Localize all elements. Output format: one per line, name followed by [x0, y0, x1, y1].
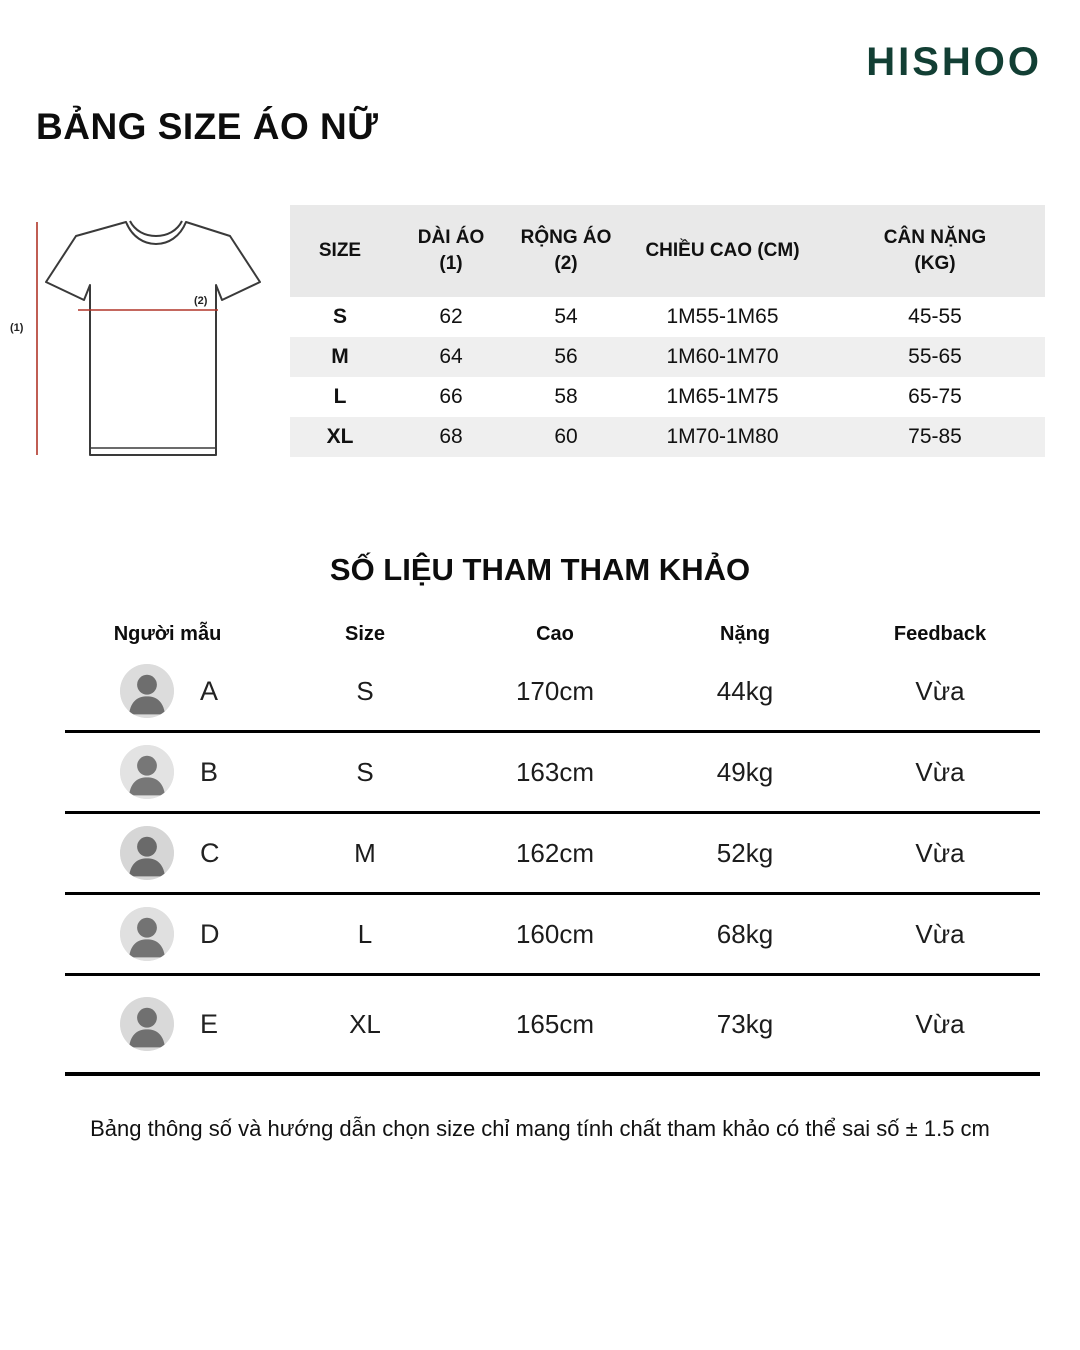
length-measure-label: (1) [10, 322, 24, 334]
header-can-nang [825, 225, 1045, 276]
model-letter: B [200, 756, 219, 787]
model-height: 160cm [515, 918, 595, 949]
model-avatar [120, 745, 174, 799]
size-value: L [333, 385, 347, 408]
tshirt-diagram [8, 212, 264, 464]
header-can-nang-line1: CÂN NẶNG [883, 227, 987, 249]
model-size: XL [349, 1008, 381, 1039]
model-letter: D [200, 918, 220, 949]
model-weight: 52kg [716, 837, 774, 868]
width-value: 54 [554, 305, 578, 328]
weight-range: 45-55 [908, 305, 962, 328]
header-feedback: Feedback [893, 622, 987, 645]
height-range: 1M65-1M75 [666, 385, 779, 408]
tshirt-illustration [8, 212, 264, 464]
footer-note: Bảng thông số và hướng dẫn chọn size chỉ mang tính chất tham khảo có thể sai số ± 1.5 cm [90, 1116, 990, 1141]
width-measure-label: (2) [194, 295, 208, 307]
header-cao: Cao [536, 622, 574, 645]
model-size: S [356, 756, 374, 787]
model-feedback: Vừa [915, 1008, 965, 1039]
weight-range: 75-85 [908, 425, 962, 448]
model-cell [65, 745, 270, 799]
size-value: S [332, 305, 347, 328]
header-nang: Nặng [720, 622, 770, 645]
size-value: XL [326, 425, 354, 448]
tshirt-collar [130, 221, 182, 236]
header-dai-ao-line1: DÀI ÁO [417, 227, 485, 249]
model-height: 165cm [515, 1008, 595, 1039]
model-weight: 49kg [716, 756, 774, 787]
size-chart-header-row [290, 205, 1045, 297]
length-value: 62 [439, 305, 463, 328]
model-height: 162cm [515, 837, 595, 868]
model-avatar [120, 826, 174, 880]
model-feedback: Vừa [915, 675, 965, 706]
width-value: 60 [554, 425, 578, 448]
model-avatar [120, 997, 174, 1051]
model-feedback: Vừa [915, 837, 965, 868]
length-value: 66 [439, 385, 463, 408]
model-weight: 44kg [716, 675, 774, 706]
model-height: 170cm [515, 675, 595, 706]
header-chieu-cao-line1: CHIỀU CAO (CM) [645, 240, 800, 262]
length-value: 64 [439, 345, 463, 368]
model-row-a [65, 652, 1040, 733]
brand-logo: HISHOO [866, 40, 1042, 84]
header-dai-ao [390, 225, 512, 276]
model-cell [65, 664, 270, 718]
model-row-e [65, 976, 1040, 1076]
height-range: 1M55-1M65 [666, 305, 779, 328]
model-row-c [65, 814, 1040, 895]
header-size [290, 238, 390, 264]
width-value: 58 [554, 385, 578, 408]
height-range: 1M60-1M70 [666, 345, 779, 368]
size-row-l [290, 377, 1045, 417]
width-value: 56 [554, 345, 578, 368]
model-feedback: Vừa [915, 756, 965, 787]
model-letter: A [200, 675, 219, 706]
reference-table [65, 616, 1040, 1076]
model-cell [65, 907, 270, 961]
model-row-b [65, 733, 1040, 814]
model-size: L [357, 918, 373, 949]
model-avatar [120, 664, 174, 718]
model-letter: C [200, 837, 220, 868]
model-cell [65, 826, 270, 880]
header-chieu-cao [620, 238, 825, 264]
tshirt-outline [46, 222, 260, 455]
header-size-line1: SIZE [318, 240, 362, 262]
model-height: 163cm [515, 756, 595, 787]
model-size: M [354, 837, 376, 868]
reference-title: SỐ LIỆU THAM THAM KHẢO [329, 552, 751, 587]
length-value: 68 [439, 425, 463, 448]
header-rong-ao [512, 225, 620, 276]
page-title: BẢNG SIZE ÁO NỮ [36, 106, 379, 147]
size-row-m [290, 337, 1045, 377]
weight-range: 65-75 [908, 385, 962, 408]
model-size: S [356, 675, 374, 706]
size-row-s [290, 297, 1045, 337]
weight-range: 55-65 [908, 345, 962, 368]
model-letter: E [200, 1008, 219, 1039]
model-avatar [120, 907, 174, 961]
header-nguoi-mau: Người mẫu [113, 622, 222, 645]
height-range: 1M70-1M80 [666, 425, 779, 448]
header-dai-ao-line2: (1) [439, 253, 463, 274]
header-rong-ao-line2: (2) [554, 253, 578, 274]
size-row-xl [290, 417, 1045, 457]
model-feedback: Vừa [915, 918, 965, 949]
size-chart-table [290, 205, 1045, 457]
header-rong-ao-line1: RỘNG ÁO [520, 227, 612, 249]
model-weight: 68kg [716, 918, 774, 949]
reference-header-row [65, 616, 1040, 652]
model-cell [65, 997, 270, 1051]
size-value: M [331, 345, 349, 368]
header-can-nang-line2: (KG) [914, 253, 956, 274]
model-row-d [65, 895, 1040, 976]
header-size: Size [344, 622, 386, 645]
model-weight: 73kg [716, 1008, 774, 1039]
